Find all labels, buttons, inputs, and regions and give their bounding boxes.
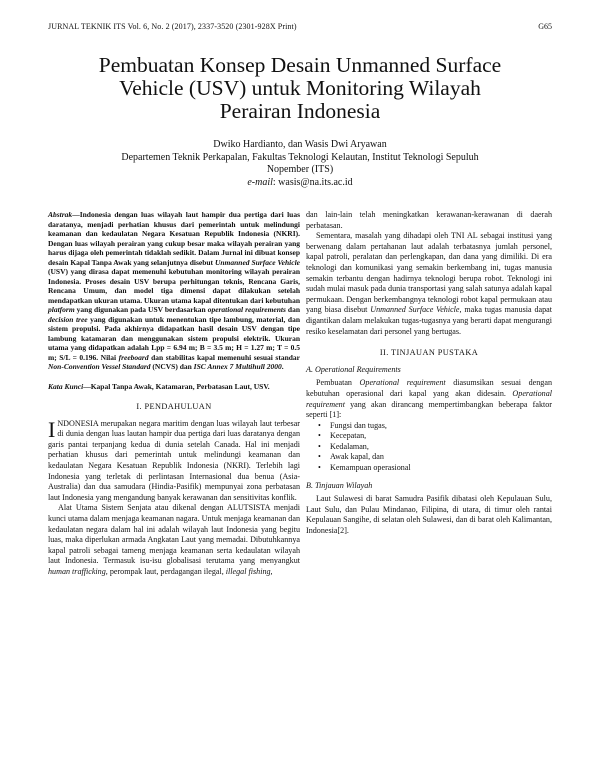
paragraph-text: , bbox=[270, 566, 273, 576]
abstract bbox=[48, 210, 300, 372]
abstract-term: operational requirements bbox=[207, 305, 286, 314]
abstract-text: yang digunakan pada USV berdasarkan bbox=[74, 305, 208, 314]
keywords bbox=[48, 382, 300, 392]
paragraph-term: Unmanned Surface Vehicle bbox=[370, 305, 460, 315]
intro-paragraph-2 bbox=[48, 503, 300, 577]
subsection-operational-requirements: A. Operational Requirements bbox=[306, 364, 401, 374]
region-paragraph: Laut Sulawesi di barat Samudra Pasifik dibatasi oleh Kepulauan Sulu, Laut Sulu, dan Pulau Mindanao, Filipina, di utara, di timur oleh rantai Kepulauan Sangihe, di selatan oleh Sulawesi, dan di barat oleh Kalimantan, Indonesia[2]. bbox=[306, 494, 552, 536]
intro-continuation: dan lain-lain telah meningkatkan kerawanan-kerawanan di daerah perbatasan. bbox=[306, 210, 552, 230]
journal-header: JURNAL TEKNIK ITS Vol. 6, No. 2 (2017), 2337-3520 (2301-928X Print) bbox=[48, 22, 297, 31]
title-line-3: Perairan Indonesia bbox=[219, 99, 381, 123]
paragraph-text: diasumsikan sesuai dengan kebutuhan operasional dari kapal yang akan didesain. bbox=[306, 378, 552, 398]
list-item: • Kecepatan, bbox=[330, 431, 552, 442]
section-heading-introduction: I. PENDAHULUAN bbox=[136, 402, 212, 411]
author-block bbox=[60, 139, 540, 189]
paragraph-text: yang akan dirancang mempertimbangkan beberapa faktor seperti [1]: bbox=[306, 399, 552, 420]
abstract-label: Abstrak bbox=[48, 210, 73, 219]
paragraph-text: Alat Utama Sistem Senjata atau dikenal dengan ALUTSISTA menjadi kunci utama dalam menjaga keamanan nagara. Untuk menjaga keamanan dan kedaulatan negara dalam hal ini adalah wilayah laut Indonesia yang begitu luas, maka diperlukan armada Angkatan Laut yang memadai. Dibutuhkannya kapal patroli sebagai tameng menjaga keamanan serta kedaulatan wilayah laut Indonesia. Termasuk isu-isu globalisasi terutama yang menyangkut bbox=[48, 503, 300, 566]
paragraph-text: NDONESIA merupakan negara maritim dengan luas wilayah laut terbesar di dunia dengan luas lautan hampir dua pertiga dari luas daratanya dengan garis pantai terpanjang kedua di dunia setelah Canada. Hal ini menjadi perhatian khusus dari pemerintah untuk melindungi keamanan dan kedaulatan Negara Kesatuan Republik Indonesia (NKRI). Terlebih lagi Indonesia yang terletak di perlintasan Internasional dua benua (Asia-Australia) dan dua samudara (Hindia-Pasifik) mempunyai zona perbatasan laut Indonesia yang mengandung banyak kerawanan dan sensitivitas konflik. bbox=[48, 418, 300, 502]
abstract-term: freeboard bbox=[118, 352, 149, 362]
intro-paragraph-1 bbox=[48, 416, 300, 504]
abstract-text: dan bbox=[285, 305, 300, 314]
email-label: e-mail bbox=[247, 176, 273, 188]
section-heading-literature: II. TINJAUAN PUSTAKA bbox=[379, 348, 479, 358]
author-names: Dwiko Hardianto, dan Wasis Dwi Aryawan bbox=[213, 139, 387, 150]
paragraph-text: , maka tugas manusia dapat digantikan dalam melakukan tugas-tugasnya yang berarti dapat mengurangi resiko keselamatan dari personel yang bertugas. bbox=[306, 305, 552, 336]
paragraph-term: Operational requirement bbox=[306, 388, 552, 409]
abstract-text: dan stabilitas kapal memenuhi sesuai standar bbox=[148, 352, 300, 362]
abstract-text: —Indonesia dengan luas wilayah laut hampir dua pertiga dari luas daratanya, menjadi perhatian khusus dari pemerintah untuk melindungi keamanan dan kedaulatan Negara Kesatuan Republik Indonesia (NKRI). Dengan luas wilayah perairan yang cukup besar maka wilayah perairan yang harus dijaga oleh pemerintah tidaklah sedikit. Dalam Jurnal ini dibuat konsep desain Kapal Tanpa Awak yang selanjutnya disebut bbox=[48, 210, 300, 267]
requirements-list bbox=[306, 421, 552, 474]
abstract-term: decision tree bbox=[48, 314, 88, 324]
list-item: • Kemampuan operasional bbox=[330, 463, 552, 474]
abstract-text: (USV) yang dirasa dapat memenuhi kebutuhan monitoring wilayah perairan Indonesia. Proses desain USV berupa perhitungan teknis, Rencana Garis, Rencana Umum, dan model tiga dimensi dapat dilakukan setelah mendapatkan ukuran utama. Ukuran utama kapal ditentukan dari kebutuhan bbox=[48, 267, 300, 305]
subsection-region-review: B. Tinjauan Wilayah bbox=[306, 480, 373, 490]
title-line-2: Vehicle (USV) untuk Monitoring Wilayah bbox=[119, 76, 481, 100]
title-line-1: Pembuatan Konsep Desain Unmanned Surface bbox=[98, 53, 502, 77]
paragraph-term: human trafficking bbox=[48, 566, 106, 576]
email-line bbox=[60, 177, 540, 190]
paper-title bbox=[60, 54, 540, 123]
abstract-text: (NCVS) dan bbox=[150, 362, 194, 371]
list-item: • Fungsi dan tugas, bbox=[330, 421, 552, 432]
abstract-term: Non-Convention Vessel Standard bbox=[48, 362, 151, 371]
paragraph-term: illegal fishing bbox=[225, 566, 271, 576]
paragraph-text: Pembuatan bbox=[316, 378, 360, 388]
abstract-text: . bbox=[281, 362, 284, 371]
affiliation-line-2: Nopember (ITS) bbox=[266, 164, 334, 175]
abstract-term: ISC Annex 7 Multihull 2000 bbox=[193, 362, 282, 371]
affiliation-line-1: Departemen Teknik Perkapalan, Fakultas Teknologi Kelautan, Institut Teknologi Sepuluh bbox=[121, 151, 479, 163]
page-number: G65 bbox=[538, 22, 552, 31]
keywords-text: —Kapal Tanpa Awak, Katamaran, Perbatasan Laut, USV. bbox=[83, 381, 270, 391]
abstract-text: yang digunakan untuk menentukan tipe lambung, material, dan sistem propulsi. Pada akhirnya didapatkan hasil desain USV dengan tipe lambung katamaran dan menggunakan sistem propulsi elektrik. Ukuran utama yang didapatkan adalah Lpp = 6.94 m; B = 3.5 m; H = 1.27 m; T = 0.5 m; S/L = 0.196. Nilai bbox=[48, 314, 300, 362]
keywords-label: Kata Kunci bbox=[48, 381, 84, 391]
paragraph-text: , perompak laut, perdagangan ilegal, bbox=[105, 566, 226, 576]
paragraph-term: Operational requirement bbox=[359, 378, 446, 388]
left-column bbox=[48, 210, 300, 578]
abstract-term: platform bbox=[48, 305, 75, 314]
requirements-paragraph bbox=[306, 378, 552, 420]
list-item: • Kedalaman, bbox=[330, 442, 552, 453]
right-column bbox=[306, 210, 552, 537]
list-item: • Awak kapal, dan bbox=[330, 452, 552, 463]
email-address: : wasis@na.its.ac.id bbox=[272, 176, 353, 188]
abstract-term: Unmanned Surface Vehicle bbox=[214, 257, 300, 267]
intro-paragraph-3 bbox=[306, 231, 552, 337]
drop-cap: I bbox=[48, 416, 56, 442]
paragraph-text: Sementara, masalah yang dihadapi oleh TNI AL sebagai institusi yang berwenang dalam pertahanan laut adalah terbatasnya jumlah personel, kapal patroli, peralatan dan perlengkapan, dan dana yang dimiliki. Di era teknologi dan komunikasi yang semakin berkembang ini, tugas manusia semakin terbantu dengan hadirnya teknologi berupa robot. Teknologi ini sudah mulai masuk pada dunia transportasi yang salah satunya adalah kapal permukaan. Dengan berkembangnya teknologi robot kapal permukaan atau yang biasa disebut bbox=[306, 231, 552, 315]
